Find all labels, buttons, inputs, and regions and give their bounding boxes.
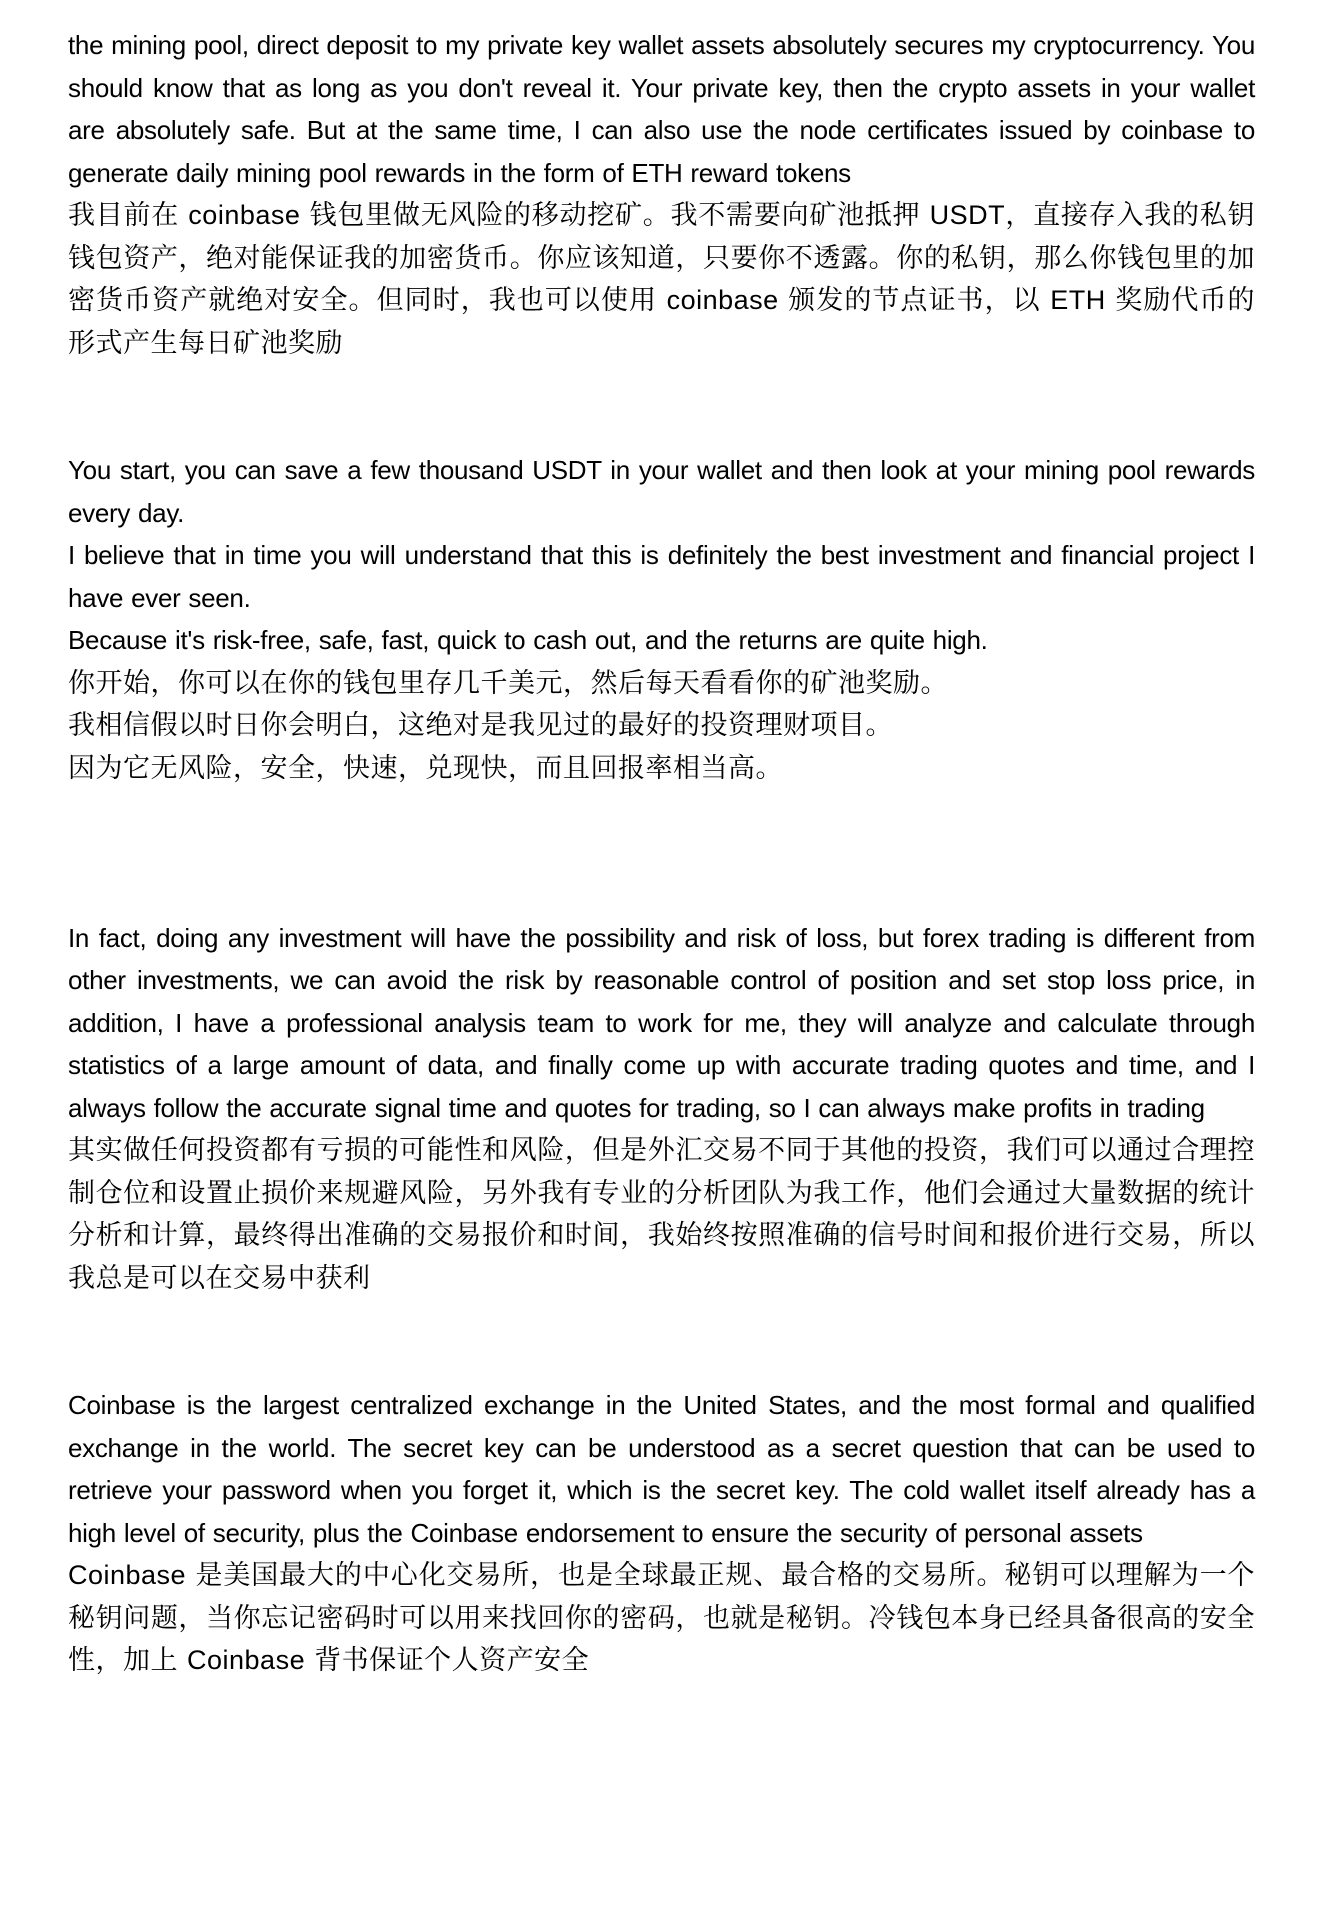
blank-line [68, 789, 1255, 832]
paragraph-10: 因为它无风险，安全，快速，兑现快，而且回报率相当高。 [68, 752, 783, 783]
paragraph-8: 你开始，你可以在你的钱包里存几千美元，然后每天看看你的矿池奖励。 [68, 667, 948, 698]
paragraph-14: In fact, doing any investment will have the possibility and risk of loss, but forex trading is different from other investments, we can avoid the risk by reasonable control of position and set stop loss price, in addition, I have a professional analysis team to work for me, they will analyze and calculate through statistics of a large amount of data, and finally come up with accurate trading quotes and time, and I always follow the accurate signal time and quotes for trading, so I can always make profits in trading [68, 922, 1255, 1123]
paragraph-5: You start, you can save a few thousand USDT in your wallet and then look at your mining pool rewards every day. [68, 455, 1255, 528]
paragraph-2: 我目前在 coinbase 钱包里做无风险的移动挖矿。我不需要向矿池抵押 USDT，直接存入我的私钥钱包资产，绝对能保证我的加密货币。你应该知道，只要你不透露。你的私钥，那么你钱包里的加密货币资产就绝对安全。但同时，我也可以使用 coinbase 颁发的节点证书，以 ETH 奖励代币的形式产生每日矿池奖励 [68, 200, 1255, 358]
blank-line [68, 407, 1255, 450]
blank-line [68, 364, 1255, 407]
paragraph-18: Coinbase is the largest centralized exchange in the United States, and the most formal and qualified exchange in the world. The secret key can be understood as a secret question that can be used to retrieve your password when you forget it, which is the secret key. The cold wallet itself already has a high level of security, plus the Coinbase endorsement to ensure the security of personal assets [68, 1390, 1255, 1548]
paragraph-6: I believe that in time you will understand that this is definitely the best investment and financial project I have ever seen. [68, 540, 1255, 613]
paragraph-1: the mining pool, direct deposit to my private key wallet assets absolutely secures my cryptocurrency. You should know that as long as you don't reveal it. Your private key, then the crypto assets in your wallet are absolutely safe. But at the same time, I can also use the node certificates issued by coinbase to generate daily mining pool rewards in the form of ETH reward tokens [68, 30, 1255, 188]
blank-line [68, 1299, 1255, 1342]
blank-line [68, 1342, 1255, 1385]
document-body [68, 24, 1255, 1682]
paragraph-19: Coinbase 是美国最大的中心化交易所，也是全球最正规、最合格的交易所。秘钥可以理解为一个秘钥问题，当你忘记密码时可以用来找回你的密码，也就是秘钥。冷钱包本身已经具备很高的安全性，加上 Coinbase 背书保证个人资产安全 [68, 1560, 1255, 1675]
blank-line [68, 832, 1255, 875]
paragraph-15: 其实做任何投资都有亏损的可能性和风险，但是外汇交易不同于其他的投资，我们可以通过合理控制仓位和设置止损价来规避风险，另外我有专业的分析团队为我工作，他们会通过大量数据的统计分析和计算，最终得出准确的交易报价和时间，我始终按照准确的信号时间和报价进行交易，所以我总是可以在交易中获利 [68, 1135, 1255, 1293]
blank-line [68, 874, 1255, 917]
paragraph-7: Because it's risk-free, safe, fast, quick to cash out, and the returns are quite high. [68, 625, 988, 655]
paragraph-9: 我相信假以时日你会明白，这绝对是我见过的最好的投资理财项目。 [68, 710, 893, 740]
